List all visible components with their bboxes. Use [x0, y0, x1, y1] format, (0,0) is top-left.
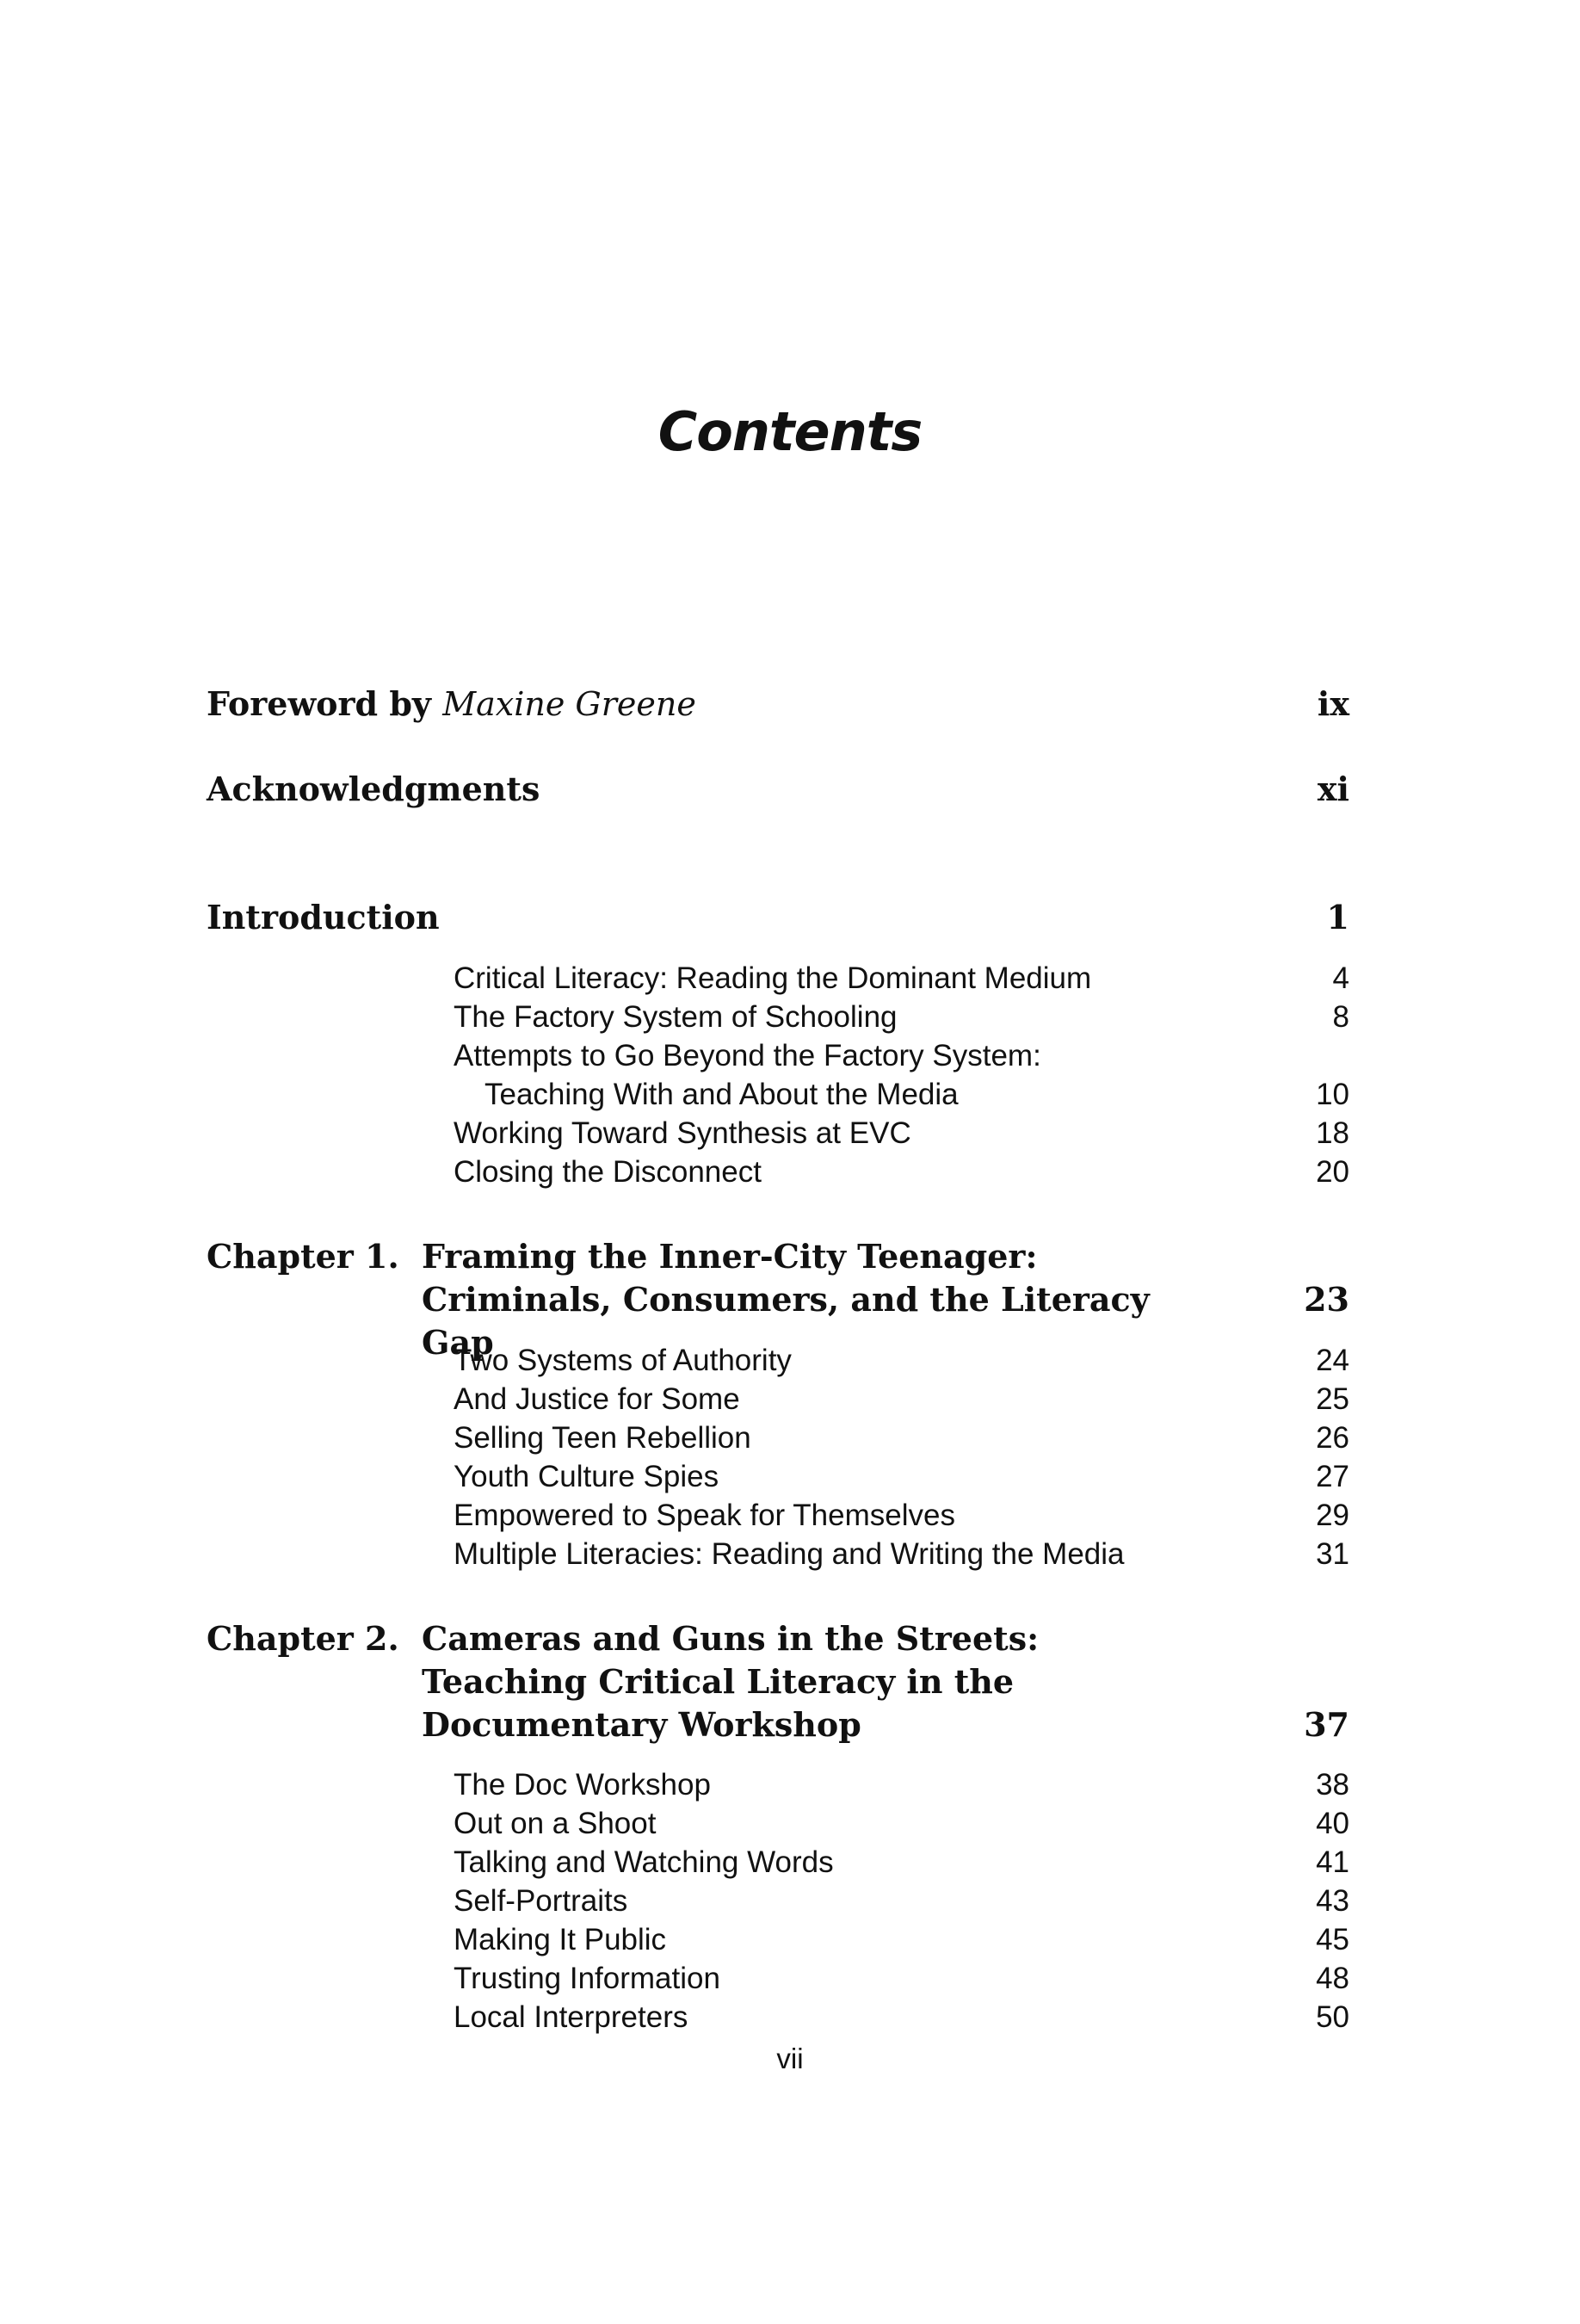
toc-subentry[interactable]	[454, 1153, 1349, 1191]
toc-subentry-text: Empowered to Speak for Themselves	[454, 1499, 955, 1532]
toc-subentry-page: 27	[1316, 1460, 1349, 1493]
toc-subentry-page: 20	[1316, 1155, 1349, 1189]
toc-entry-label: Acknowledgments	[207, 770, 540, 808]
toc-subentry-page: 26	[1316, 1421, 1349, 1455]
toc-entry-page: xi	[1317, 770, 1349, 808]
toc-subentry-page: 24	[1316, 1344, 1349, 1377]
chapter-title: Cameras and Guns in the Streets: Teaching Critical Literacy in the Documentary Workshop	[422, 1619, 1040, 1744]
toc-entry-acknowledgments[interactable]	[207, 769, 1349, 820]
toc-subentry-page: 45	[1316, 1923, 1349, 1956]
toc-chapter-2[interactable]	[207, 1617, 1349, 1746]
chapter-number: Chapter 1.	[207, 1237, 399, 1276]
introduction-subentries	[454, 959, 1349, 1191]
toc-subentry-text: Closing the Disconnect	[454, 1155, 762, 1189]
chapter-page: 23	[1304, 1280, 1349, 1319]
toc-subentry-page: 10	[1316, 1078, 1349, 1111]
toc-subentry[interactable]	[454, 1075, 1349, 1114]
foreword-author: Maxine Greene	[442, 685, 696, 723]
toc-subentry[interactable]	[454, 1765, 1349, 1804]
toc-subentry-page: 50	[1316, 2000, 1349, 2034]
toc-subentry-text: Youth Culture Spies	[454, 1460, 719, 1493]
toc-subentry[interactable]	[454, 1380, 1349, 1419]
toc-subentry[interactable]	[454, 1804, 1349, 1843]
toc-subentry[interactable]	[454, 998, 1349, 1036]
chapter-number: Chapter 2.	[207, 1619, 399, 1658]
toc-subentry-page: 4	[1332, 961, 1349, 995]
toc-subentry-page: 41	[1316, 1845, 1349, 1879]
toc-entry-label	[207, 683, 696, 725]
toc-subentry[interactable]	[454, 1419, 1349, 1457]
toc-subentry-page: 25	[1316, 1382, 1349, 1416]
toc-subentry-text: Self-Portraits	[454, 1884, 628, 1918]
toc-subentry[interactable]	[454, 1843, 1349, 1882]
toc-subentry-page: 40	[1316, 1807, 1349, 1840]
toc-subentry-text: Trusting Information	[454, 1962, 720, 1995]
chapter-page: 37	[1304, 1705, 1349, 1744]
toc-subentry[interactable]	[454, 1496, 1349, 1535]
toc-subentry-page: 8	[1332, 1000, 1349, 1034]
toc-subentry-page: 38	[1316, 1768, 1349, 1802]
toc-subentry-text: And Justice for Some	[454, 1382, 740, 1416]
toc-subentry-text: Multiple Literacies: Reading and Writing the Media	[454, 1537, 1125, 1571]
toc-subentry[interactable]	[454, 1114, 1349, 1153]
toc-subentry-page: 48	[1316, 1962, 1349, 1995]
toc-entry-page: 1	[1326, 898, 1349, 936]
toc-entry-label: Introduction	[207, 898, 440, 936]
toc-subentry-page: 31	[1316, 1537, 1349, 1571]
foreword-label: Foreword by	[207, 684, 443, 723]
toc-subentry-text: Local Interpreters	[454, 2000, 688, 2034]
toc-subentry[interactable]	[454, 1457, 1349, 1496]
toc-subentry-text: Attempts to Go Beyond the Factory System:	[454, 1039, 1041, 1072]
chapter-2-subentries	[454, 1765, 1349, 2037]
toc-subentry[interactable]	[454, 1920, 1349, 1959]
toc-subentry-text: Selling Teen Rebellion	[454, 1421, 751, 1455]
toc-subentry-text: The Factory System of Schooling	[454, 1000, 898, 1034]
toc-subentry[interactable]	[454, 1882, 1349, 1920]
toc-subentry-text: Critical Literacy: Reading the Dominant Medium	[454, 961, 1092, 995]
toc-subentry[interactable]	[454, 1959, 1349, 1998]
toc-subentry-text: Two Systems of Authority	[454, 1344, 792, 1377]
toc-entry-introduction[interactable]	[207, 897, 1349, 949]
page-title: Contents	[657, 400, 923, 463]
chapter-1-subentries	[454, 1341, 1349, 1573]
toc-subentry-text: Making It Public	[454, 1923, 667, 1956]
toc-subentry-page: 18	[1316, 1116, 1349, 1150]
toc-subentry-text: Talking and Watching Words	[454, 1845, 834, 1879]
toc-subentry-text: Teaching With and About the Media	[484, 1078, 959, 1111]
page-number: vii	[776, 2043, 804, 2074]
toc-entry-foreword[interactable]	[207, 683, 1349, 735]
toc-subentry[interactable]	[454, 1036, 1349, 1075]
toc-subentry[interactable]	[454, 1535, 1349, 1573]
toc-subentry-page: 43	[1316, 1884, 1349, 1918]
toc-subentry[interactable]	[454, 959, 1349, 998]
toc-subentry-text: Out on a Shoot	[454, 1807, 657, 1840]
toc-subentry-page: 29	[1316, 1499, 1349, 1532]
chapter-title: Framing the Inner-City Teenager: Criminals, Consumers, and the Literacy Gap	[422, 1237, 1150, 1362]
toc-subentry-text: The Doc Workshop	[454, 1768, 711, 1802]
toc-entry-page: ix	[1317, 684, 1349, 723]
toc-subentry[interactable]	[454, 1998, 1349, 2037]
toc-subentry[interactable]	[454, 1341, 1349, 1380]
toc-subentry-text: Working Toward Synthesis at EVC	[454, 1116, 911, 1150]
